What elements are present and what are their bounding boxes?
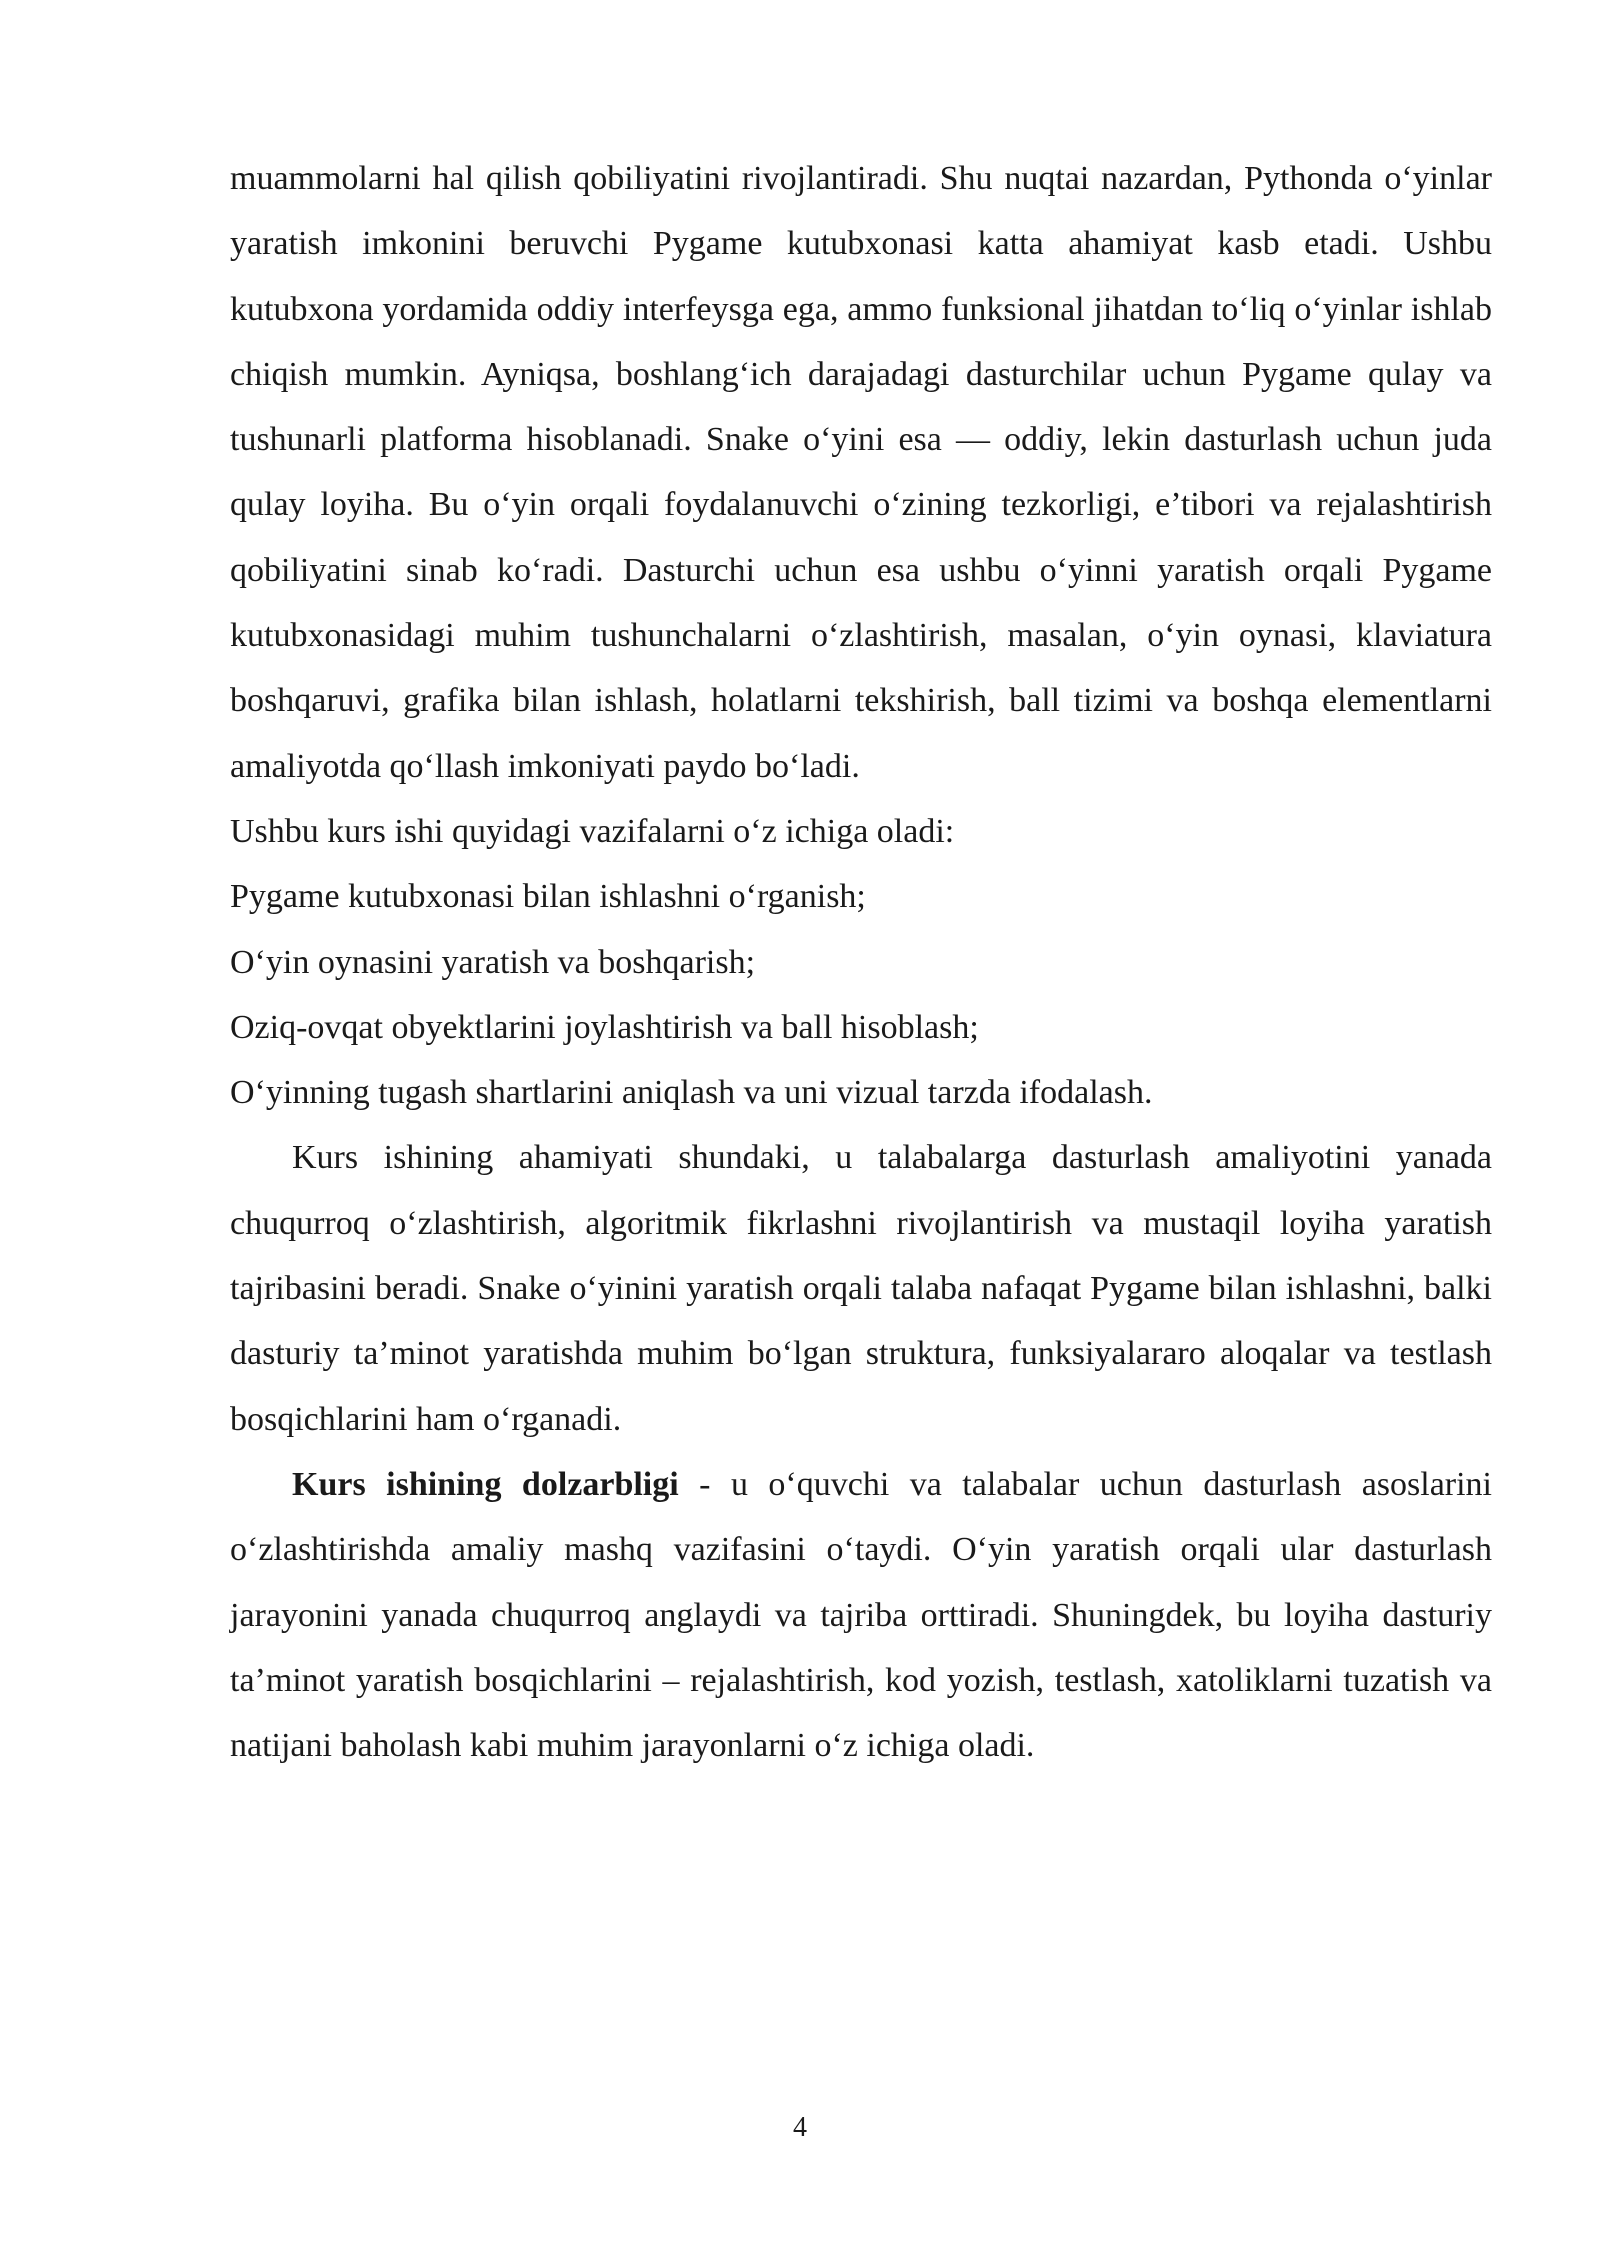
paragraph-relevance [230, 1452, 1492, 1778]
relevance-heading: Kurs ishining dolzarbligi [292, 1465, 679, 1503]
document-body [230, 146, 1492, 1778]
tasks-intro: Ushbu kurs ishi quyidagi vazifalarni o‘z ichiga oladi: [230, 812, 955, 850]
paragraph-significance: Kurs ishining ahamiyati shundaki, u talabalarga dasturlash amaliyotini yanada chuqurroq o‘zlashtirish, algoritmik fikrlashni rivojlantirish va mustaqil loyiha yaratish tajribasini beradi. Snake o‘yinini yaratish orqali talaba nafaqat Pygame bilan ishlashni, balki dasturiy ta’minot yaratishda muhim bo‘lgan struktura, funksiyalararo aloqalar va testlash bosqichlarini ham o‘rganadi. [230, 1139, 1492, 1438]
relevance-text: - u o‘quvchi va talabalar uchun dasturlash asoslarini o‘zlashtirishda amaliy mashq vazifasini o‘taydi. O‘yin yaratish orqali ular dasturlash jarayonini yanada chuqurroq anglaydi va tajriba orttiradi. Shuningdek, bu loyiha dasturiy ta’minot yaratish bosqichlarini – rejalashtirish, kod yozish, testlash, xatoliklarni tuzatish va natijani baholash kabi muhim jarayonlarni o‘z ichiga oladi. [230, 1465, 1492, 1765]
task-item: O‘yin oynasini yaratish va boshqarish; [230, 943, 756, 981]
task-item: Pygame kutubxonasi bilan ishlashni o‘rganish; [230, 878, 866, 916]
paragraph-intro-continuation: muammolarni hal qilish qobiliyatini rivojlantiradi. Shu nuqtai nazardan, Pythonda o‘yinlar yaratish imkonini beruvchi Pygame kutubxonasi katta ahamiyat kasb etadi. Ushbu kutubxona yordamida oddiy interfeysga ega, ammo funksional jihatdan to‘liq o‘yinlar ishlab chiqish mumkin. Ayniqsa, boshlang‘ich darajadagi dasturchilar uchun Pygame qulay va tushunarli platforma hisoblanadi. Snake o‘yini esa — oddiy, lekin dasturlash uchun juda qulay loyiha. Bu o‘yin orqali foydalanuvchi o‘zining tezkorligi, e’tibori va rejalashtirish qobiliyatini sinab ko‘radi. Dasturchi uchun esa ushbu o‘yinni yaratish orqali Pygame kutubxonasidagi muhim tushunchalarni o‘zlashtirish, masalan, o‘yin oynasi, klaviatura boshqaruvi, grafika bilan ishlash, holatlarni tekshirish, ball tizimi va boshqa elementlarni amaliyotda qo‘llash imkoniyati paydo bo‘ladi. [230, 160, 1492, 785]
task-item: O‘yinning tugash shartlarini aniqlash va uni vizual tarzda ifodalash. [230, 1074, 1153, 1112]
task-item: Oziq-ovqat obyektlarini joylashtirish va ball hisoblash; [230, 1008, 979, 1046]
page-number: 4 [793, 2112, 807, 2143]
